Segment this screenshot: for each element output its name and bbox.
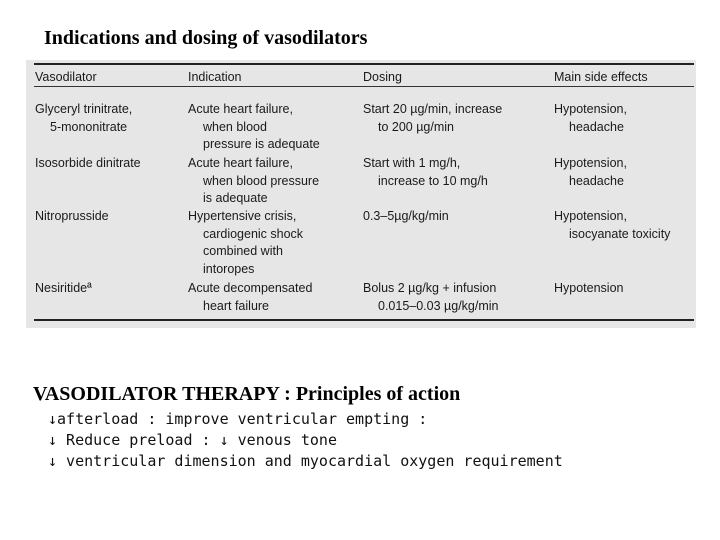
column-header-side-effects: Main side effects <box>554 70 648 84</box>
cell-line: 5-mononitrate <box>50 119 128 134</box>
cell-line: Hypotension, <box>554 102 627 116</box>
cell-line: Nesiritideª <box>35 281 92 295</box>
cell-line: increase to 10 mg/h <box>378 173 488 188</box>
table-cell-dosing <box>363 208 449 226</box>
cell-line: Acute heart failure, <box>188 102 293 116</box>
cell-line: Glyceryl trinitrate, <box>35 102 133 116</box>
cell-line: Nitroprusside <box>35 209 109 223</box>
table-cell-vasodilator <box>35 101 132 136</box>
cell-line: heart failure <box>203 298 270 313</box>
cell-line: Hypotension, <box>554 209 627 223</box>
table-cell-dosing <box>363 280 498 315</box>
slide-title: Indications and dosing of vasodilators <box>44 27 368 49</box>
table-cell-indication <box>188 101 320 154</box>
cell-line: to 200 µg/min <box>378 119 454 134</box>
cell-line: Hypotension, <box>554 156 627 170</box>
cell-line: Acute heart failure, <box>188 156 293 170</box>
column-header-vasodilator: Vasodilator <box>35 70 97 84</box>
cell-line: Isosorbide dinitrate <box>35 156 141 170</box>
table-cell-indication <box>188 155 319 208</box>
cell-line: combined with <box>203 244 283 258</box>
cell-line: Acute decompensated <box>188 281 313 295</box>
cell-line: headache <box>569 119 624 134</box>
table-cell-indication <box>188 208 303 278</box>
table-cell-dosing <box>363 155 488 190</box>
cell-line: headache <box>569 173 624 188</box>
table-cell-dosing <box>363 101 502 136</box>
cell-line: intoropes <box>203 261 255 276</box>
cell-line: 0.3–5µg/kg/min <box>363 209 449 223</box>
cell-line: Start 20 µg/min, increase <box>363 102 503 116</box>
table-bottom-rule <box>34 319 694 321</box>
table-header-rule <box>34 86 694 87</box>
table-cell-side-effects <box>554 101 627 136</box>
cell-line: Hypertensive crisis, <box>188 209 297 223</box>
list-item: ↓ ventricular dimension and myocardial oxygen requirement <box>48 452 563 470</box>
cell-line: pressure is adequate <box>203 137 320 151</box>
table-cell-vasodilator <box>35 280 92 298</box>
cell-line: Hypotension <box>554 281 624 295</box>
table-cell-vasodilator <box>35 208 109 226</box>
vasodilator-table <box>26 60 696 328</box>
table-cell-side-effects <box>554 208 670 243</box>
table-top-rule <box>34 63 694 65</box>
column-header-dosing: Dosing <box>363 70 402 84</box>
cell-line: when blood <box>203 119 267 134</box>
cell-line: when blood pressure <box>203 173 320 188</box>
table-cell-indication <box>188 280 312 315</box>
cell-line: is adequate <box>203 191 268 205</box>
list-item: ↓afterload : improve ventricular empting : <box>48 410 428 428</box>
column-header-indication: Indication <box>188 70 242 84</box>
table-cell-side-effects <box>554 280 624 298</box>
principles-list <box>48 409 563 472</box>
cell-line: isocyanate toxicity <box>569 226 671 241</box>
section-heading: VASODILATOR THERAPY : Principles of action <box>33 383 461 405</box>
cell-line: Start with 1 mg/h, <box>363 156 461 170</box>
cell-line: cardiogenic shock <box>203 226 304 241</box>
table-cell-side-effects <box>554 155 627 190</box>
list-item: ↓ Reduce preload : ↓ venous tone <box>48 431 337 449</box>
table-cell-vasodilator <box>35 155 141 173</box>
cell-line: 0.015–0.03 µg/kg/min <box>378 298 499 313</box>
cell-line: Bolus 2 µg/kg + infusion <box>363 281 497 295</box>
